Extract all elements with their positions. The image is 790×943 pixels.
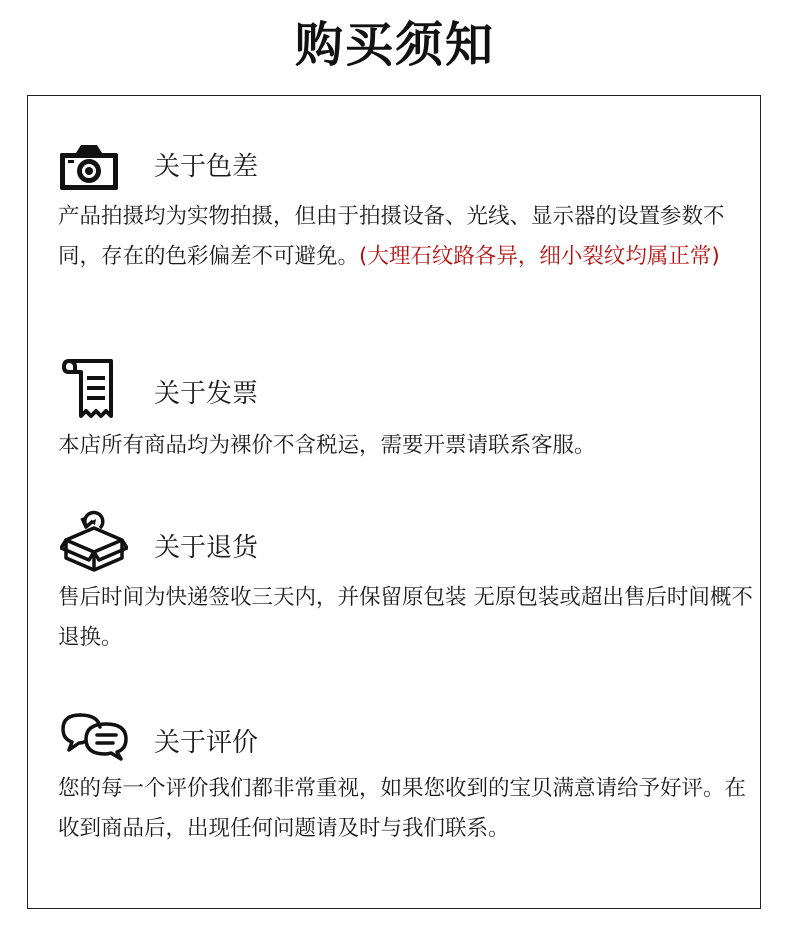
receipt-icon [61, 358, 121, 420]
chat-bubbles-icon [60, 711, 130, 761]
body-text: 产品拍摄均为实物拍摄，但由于拍摄设备、光线、显示器的设置参数不同，存在的色彩偏差不可避免。 [58, 204, 725, 269]
page-title: 购买须知 [294, 17, 495, 73]
section-review [58, 711, 758, 871]
section-title-invoice: 关于发票 [154, 379, 259, 409]
section-return [58, 506, 758, 666]
section-body-return: 售后时间为快递签收三天内，并保留原包装 无原包装或超出售后时间概不退换。 [58, 585, 753, 650]
section-body-invoice: 本店所有商品均为裸价不含税运，需要开票请联系客服。 [58, 433, 596, 458]
section-body-color [58, 197, 758, 277]
return-box-icon [60, 506, 128, 572]
notice-box [27, 95, 761, 909]
section-title-return: 关于退货 [154, 533, 259, 563]
body-highlight-text: (大理石纹路各异，细小裂纹均属正常) [359, 244, 720, 269]
section-title-color: 关于色差 [154, 152, 259, 182]
camera-icon [58, 141, 120, 193]
section-body-review: 您的每一个评价我们都非常重视，如果您收到的宝贝满意请给予好评。在收到商品后，出现任何问题请及时与我们联系。 [58, 776, 747, 841]
section-invoice [58, 358, 758, 468]
section-color [58, 141, 758, 321]
section-title-review: 关于评价 [154, 728, 259, 758]
